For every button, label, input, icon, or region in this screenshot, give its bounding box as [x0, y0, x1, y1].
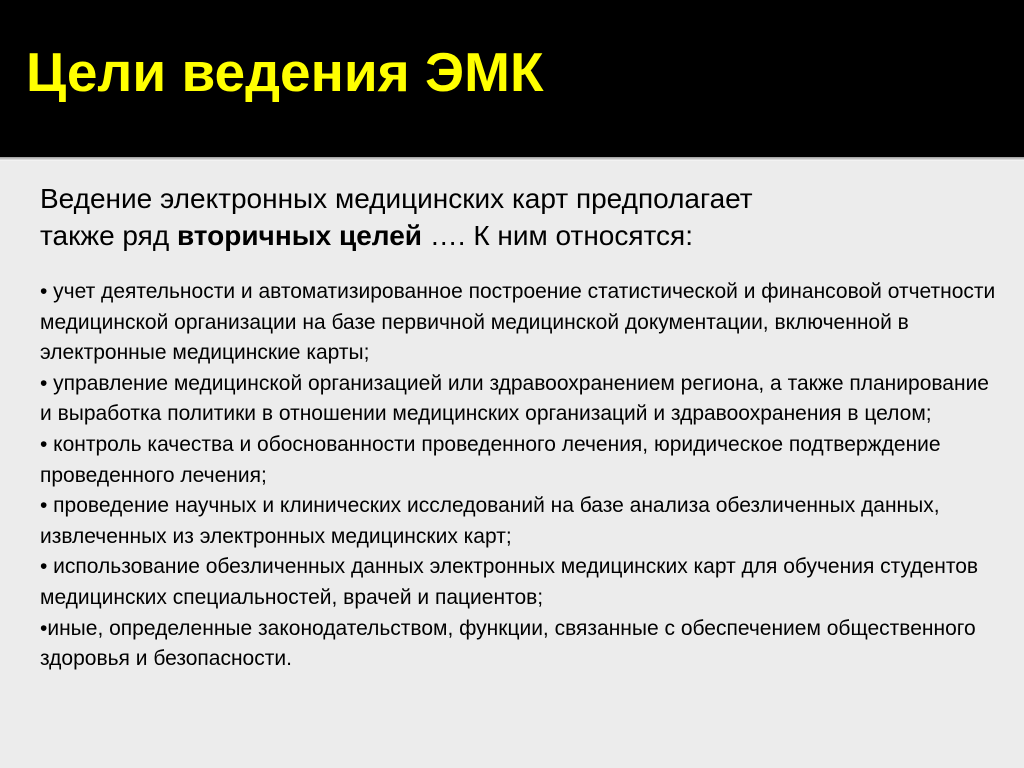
intro-emphasis: вторичных целей: [176, 220, 422, 251]
intro-line-1: Ведение электронных медицинских карт предполагает: [40, 183, 753, 214]
intro-paragraph: [40, 180, 1000, 254]
goal-item: • проведение научных и клинических исследований на базе анализа обезличенных данных, извлеченных из электронных медицинских карт;: [40, 494, 940, 548]
slide-content: [40, 180, 1000, 675]
goals-list: [40, 277, 1000, 675]
intro-line-2-end: …. К ним относятся:: [421, 220, 693, 251]
goal-item: • использование обезличенных данных электронных медицинских карт для обучения студентов медицинских специальностей, врачей и пациентов;: [40, 555, 979, 609]
intro-line-2-start: также ряд: [40, 220, 177, 251]
title-separator: [0, 157, 1024, 161]
title-band: [0, 0, 1024, 157]
goal-item: • контроль качества и обоснованности проведенного лечения, юридическое подтверждение проведенного лечения;: [40, 432, 941, 487]
slide-title: Цели ведения ЭМК: [26, 41, 544, 103]
goal-item: • управление медицинской организацией или здравоохранением региона, а также планирование и выработка политики в отношении медицинских организаций и здравоохранения в целом;: [40, 371, 989, 426]
goal-item: •иные, определенные законодательством, функции, связанные с обеспечением общественного здоровья и безопасности.: [40, 616, 976, 671]
goal-item: • учет деятельности и автоматизированное построение статистической и финансовой отчетности медицинской организации на базе первичной медицинской документации, включенной в электронные медицинские карты;: [40, 280, 996, 365]
